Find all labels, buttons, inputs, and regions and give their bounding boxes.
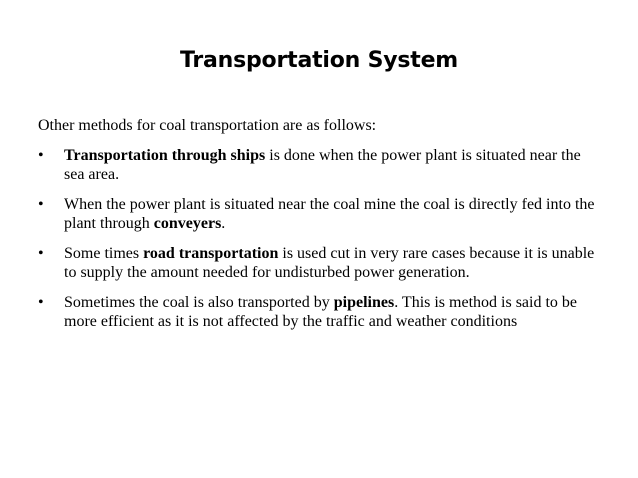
bullet-text: When the power plant is situated near the coal mine the coal is directly fed into the plant through [64, 196, 595, 232]
slide-title: Transportation System [179, 48, 459, 73]
bullet-marker: • [38, 196, 44, 213]
bullet-text: . [221, 215, 226, 232]
bullet-bold-text: conveyers [153, 215, 222, 232]
bullet-bold-text: Transportation through ships [64, 147, 266, 164]
bullet-text: Some times [64, 245, 144, 262]
bullet-bold-text: road transportation [143, 245, 279, 262]
intro-text: Other methods for coal transportation are as follows: [38, 117, 377, 134]
bullet-text: . This is method is said to be more efficient as it is not affected by the traffic and weather conditions [64, 294, 578, 330]
bullet-bold-text: pipelines [333, 294, 395, 311]
bullet-item-ships [38, 146, 602, 184]
bullet-marker: • [38, 294, 44, 311]
bullet-marker: • [38, 147, 44, 164]
bullet-item-conveyers [38, 195, 602, 233]
bullet-text: is used cut in very rare cases because it is unable to supply the amount needed for undisturbed power generation. [64, 245, 595, 281]
bullet-text: is done when the power plant is situated near the sea area. [64, 147, 581, 183]
bullet-text: Sometimes the coal is also transported by [64, 294, 334, 311]
bullet-item-pipelines [38, 293, 602, 331]
bullet-list [38, 146, 602, 342]
bullet-item-road [38, 244, 602, 282]
bullet-marker: • [38, 245, 44, 262]
